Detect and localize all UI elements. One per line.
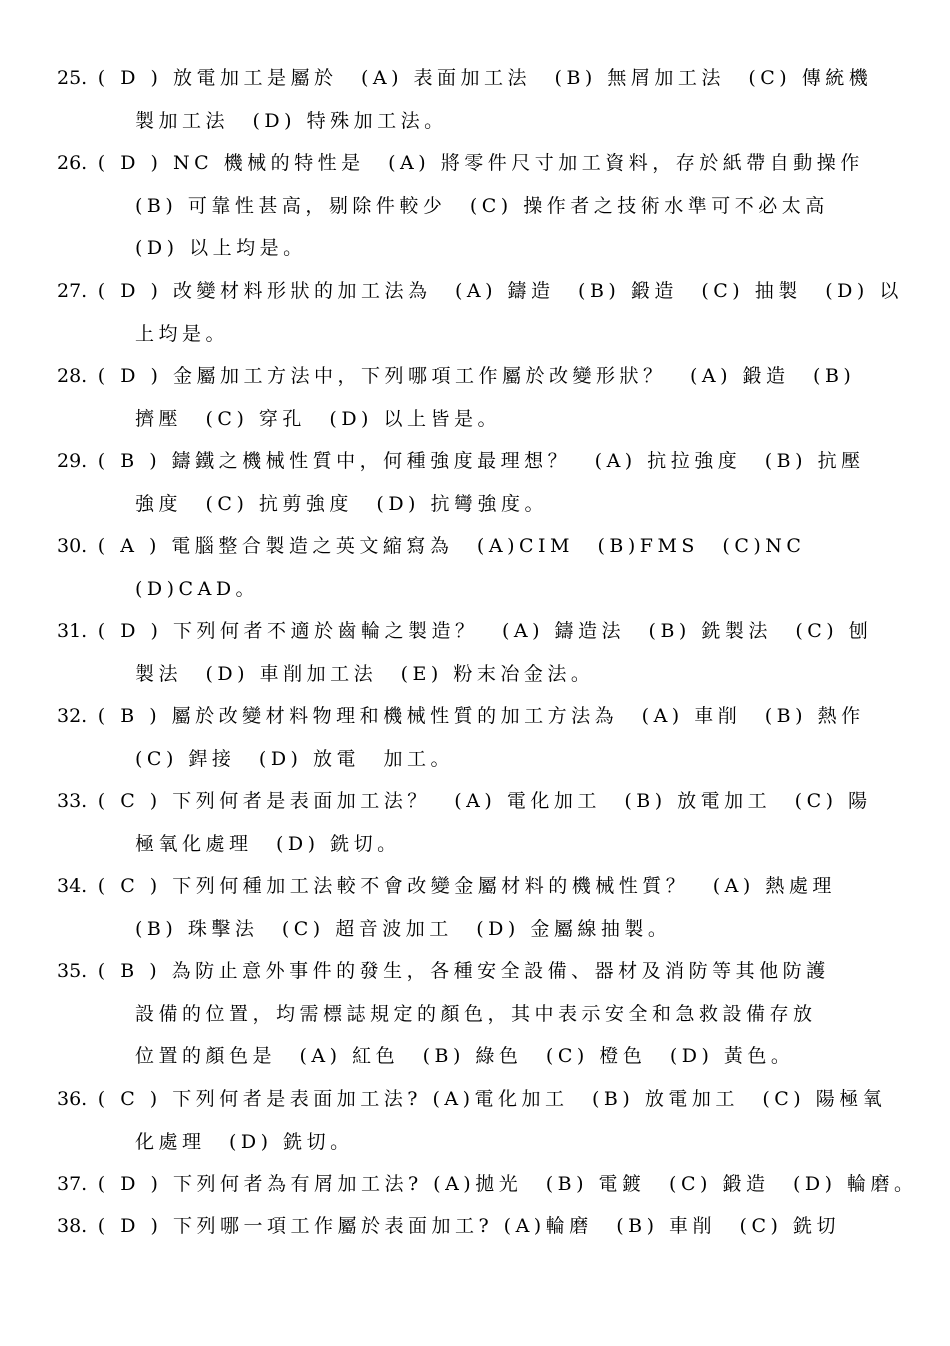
- question-text: (C) 銲接 (D) 放電 加工。: [135, 747, 455, 770]
- question-line: [0, 1078, 950, 1120]
- question-text: 製法 (D) 車削加工法 (E) 粉末冶金法。: [135, 662, 595, 685]
- question-continuation-line: [0, 993, 950, 1035]
- question-text: 極氧化處理 (D) 銑切。: [135, 832, 401, 855]
- question-line: [0, 440, 950, 482]
- question-text: 製加工法 (D) 特殊加工法。: [135, 109, 448, 132]
- question-text: ( B ) 屬於改變材料物理和機械性質的加工方法為 (A) 車削 (B) 熱作: [97, 705, 865, 727]
- question-continuation-line: [0, 227, 950, 269]
- question-text: (B) 珠擊法 (C) 超音波加工 (D) 金屬線抽製。: [135, 917, 672, 940]
- question-number: 26.: [57, 152, 88, 174]
- question-text: (B) 可靠性甚高，剔除件較少 (C) 操作者之技術水準可不必太高: [135, 194, 829, 217]
- question-line: [0, 695, 950, 737]
- question-continuation-line: [0, 185, 950, 227]
- question-continuation-line: [0, 1035, 950, 1077]
- question-number: 38.: [57, 1215, 88, 1237]
- question-line: [0, 142, 950, 184]
- question-number: 30.: [57, 535, 88, 557]
- question-text: ( D ) 下列哪一項工作屬於表面加工? (A)輪磨 (B) 車削 (C) 銑切: [97, 1215, 840, 1237]
- question-continuation-line: [0, 483, 950, 525]
- question-text: ( D ) 下列何者不適於齒輪之製造？ (A) 鑄造法 (B) 銑製法 (C) 刨: [97, 620, 873, 642]
- question-text: ( D ) 金屬加工方法中，下列哪項工作屬於改變形狀？ (A) 鍛造 (B): [97, 365, 856, 387]
- question-continuation-line: [0, 568, 950, 610]
- question-text: ( C ) 下列何種加工法較不會改變金屬材料的機械性質？ (A) 熱處理: [97, 875, 836, 897]
- question-text: 位置的顏色是 (A) 紅色 (B) 綠色 (C) 橙色 (D) 黃色。: [135, 1045, 795, 1067]
- question-number: 32.: [57, 705, 88, 727]
- question-line: [0, 950, 950, 992]
- question-text: 擠壓 (C) 穿孔 (D) 以上皆是。: [135, 407, 502, 430]
- question-number: 27.: [57, 280, 88, 302]
- question-text: ( C ) 下列何者是表面加工法？ (A) 電化加工 (B) 放電加工 (C) 陽: [97, 790, 872, 812]
- question-text: 化處理 (D) 銑切。: [135, 1130, 354, 1153]
- question-text: ( D ) 放電加工是屬於 (A) 表面加工法 (B) 無屑加工法 (C) 傳統機: [97, 67, 873, 89]
- question-continuation-line: [0, 100, 950, 142]
- question-line: [0, 1163, 950, 1205]
- question-continuation-line: [0, 653, 950, 695]
- question-text: ( D ) NC 機械的特性是 (A) 將零件尺寸加工資料，存於紙帶自動操作: [97, 152, 864, 174]
- question-continuation-line: [0, 313, 950, 355]
- question-line: [0, 525, 950, 567]
- question-number: 29.: [57, 450, 88, 472]
- question-continuation-line: [0, 1121, 950, 1163]
- question-continuation-line: [0, 908, 950, 950]
- question-number: 35.: [57, 960, 88, 982]
- question-text: 上均是。: [135, 322, 230, 345]
- question-number: 28.: [57, 365, 88, 387]
- question-line: [0, 865, 950, 907]
- question-text: ( D ) 下列何者為有屑加工法? (A)拋光 (B) 電鍍 (C) 鍛造 (D) 輪磨。: [97, 1173, 918, 1195]
- question-number: 34.: [57, 875, 88, 897]
- question-line: [0, 355, 950, 397]
- question-continuation-line: [0, 738, 950, 780]
- question-text: ( C ) 下列何者是表面加工法? (A)電化加工 (B) 放電加工 (C) 陽極氧: [97, 1088, 887, 1110]
- question-line: [0, 57, 950, 99]
- question-number: 25.: [57, 67, 88, 89]
- question-text: (D) 以上均是。: [135, 237, 307, 259]
- question-text: ( B ) 為防止意外事件的發生，各種安全設備、器材及消防等其他防護: [97, 960, 830, 982]
- question-number: 33.: [57, 790, 88, 812]
- question-line: [0, 1205, 950, 1247]
- question-number: 36.: [57, 1088, 88, 1110]
- question-line: [0, 610, 950, 652]
- question-text: (D)CAD。: [135, 577, 260, 600]
- question-text: 強度 (C) 抗剪強度 (D) 抗彎強度。: [135, 492, 549, 515]
- question-continuation-line: [0, 823, 950, 865]
- question-text: 設備的位置，均需標誌規定的顏色，其中表示安全和急救設備存放: [135, 1002, 817, 1025]
- question-number: 31.: [57, 620, 88, 642]
- question-continuation-line: [0, 398, 950, 440]
- question-line: [0, 780, 950, 822]
- question-text: ( A ) 電腦整合製造之英文縮寫為 (A)CIM (B)FMS (C)NC: [97, 535, 806, 557]
- question-text: ( D ) 改變材料形狀的加工法為 (A) 鑄造 (B) 鍛造 (C) 抽製 (D) 以: [97, 280, 903, 302]
- question-number: 37.: [57, 1173, 88, 1195]
- question-line: [0, 270, 950, 312]
- question-text: ( B ) 鑄鐵之機械性質中，何種強度最理想？ (A) 抗拉強度 (B) 抗壓: [97, 450, 865, 472]
